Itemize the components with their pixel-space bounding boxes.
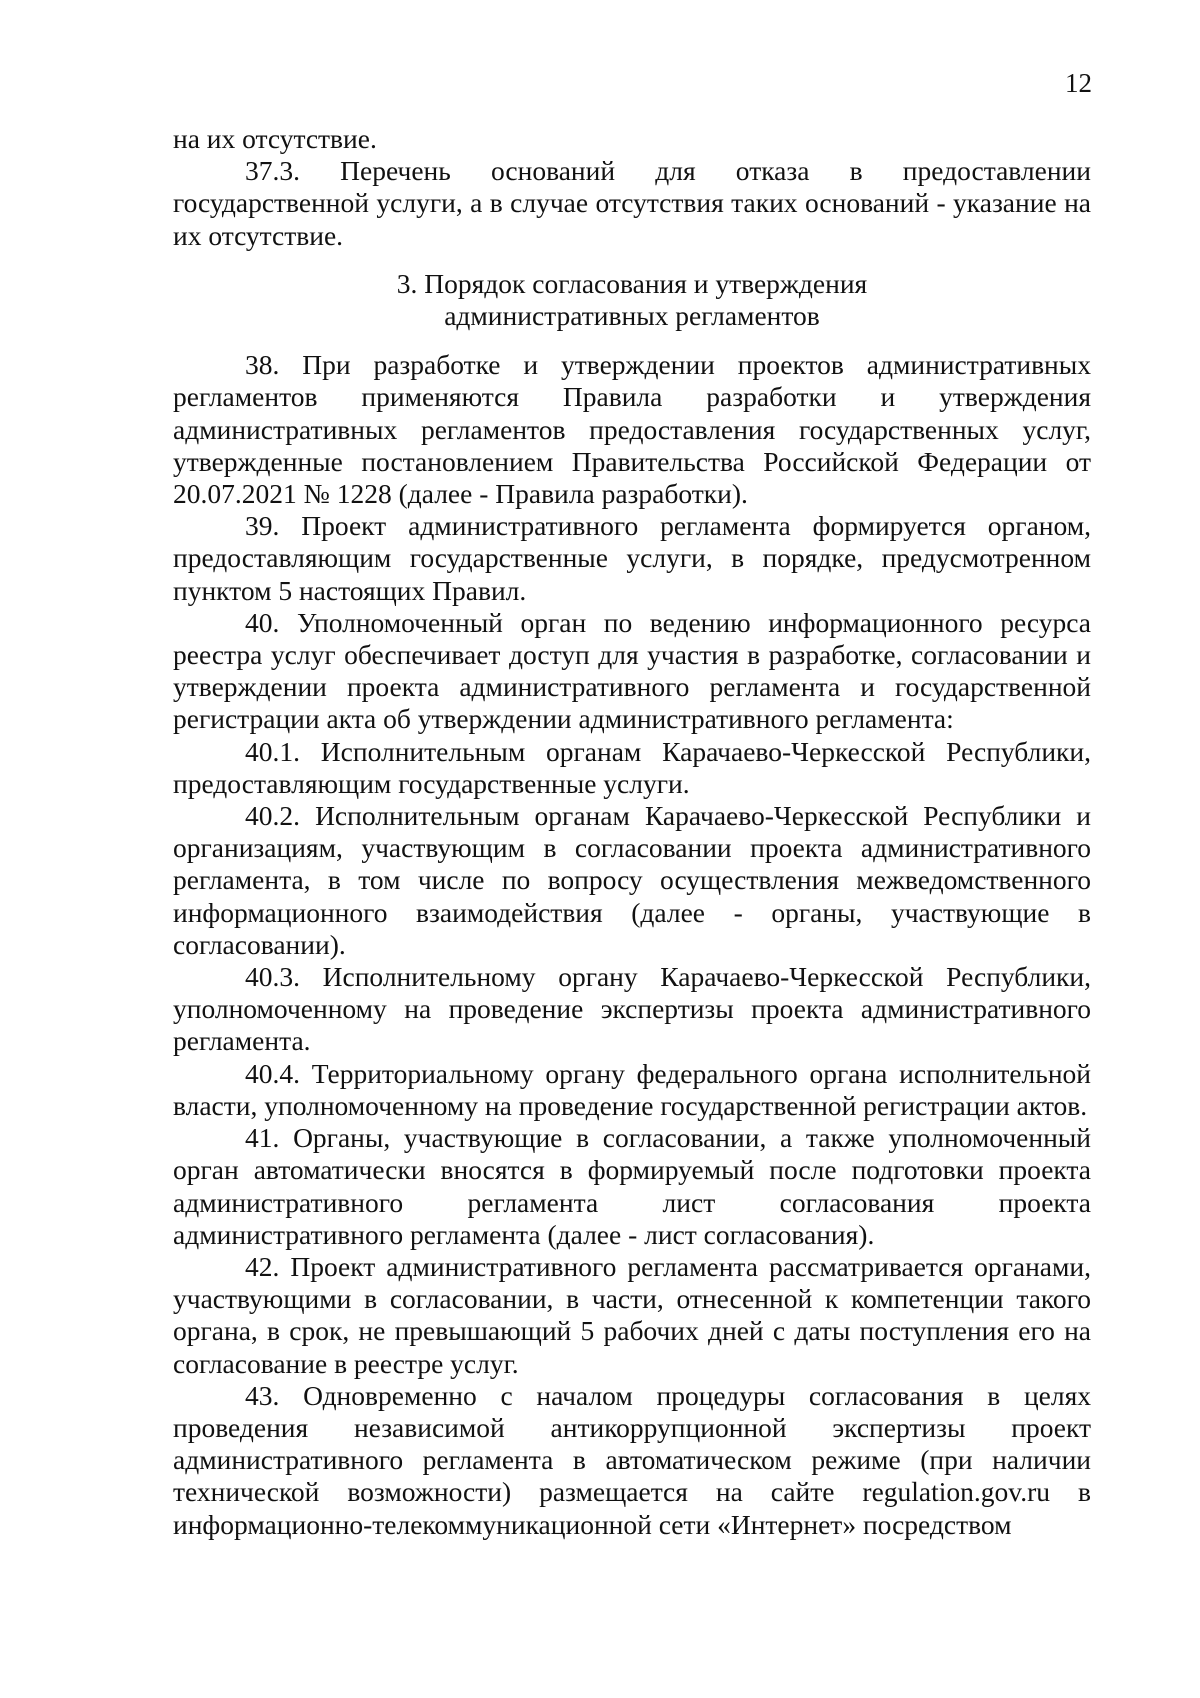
- paragraph-39: 39. Проект административного регламента формируется органом, предоставляющим государственные услуги, в порядке, предусмотренном пунктом 5 настоящих Правил.: [173, 510, 1091, 606]
- paragraph-40-3: 40.3. Исполнительному органу Карачаево-Черкесской Республики, уполномоченному на проведение экспертизы проекта административного регламента.: [173, 961, 1091, 1057]
- paragraph-40-2: 40.2. Исполнительным органам Карачаево-Черкесской Республики и организациям, участвующим в согласовании проекта административного регламента, в том числе по вопросу осуществления межведомственного информационного взаимодействия (далее - органы, участвующие в согласовании).: [173, 800, 1091, 960]
- paragraph-42: 42. Проект административного регламента рассматривается органами, участвующими в согласовании, в части, отнесенной к компетенции такого органа, в срок, не превышающий 5 рабочих дней с даты поступления его на согласование в реестре услуг.: [173, 1250, 1091, 1379]
- paragraph-40-4: 40.4. Территориальному органу федерального органа исполнительной власти, уполномоченному на проведение государственной регистрации актов.: [173, 1057, 1091, 1121]
- paragraph-40-1: 40.1. Исполнительным органам Карачаево-Черкесской Республики, предоставляющим государственные услуги.: [173, 735, 1091, 799]
- page-number: 12: [1065, 68, 1092, 98]
- paragraph-38: 38. При разработке и утверждении проектов административных регламентов применяются Правила разработки и утверждения административных регламентов предоставления государственных услуг, утвержденные постановлением Правительства Российской Федерации от 20.07.2021 № 1228 (далее - Правила разработки).: [173, 349, 1091, 510]
- section-heading-line-1: 3. Порядок согласования и утверждения: [396, 267, 868, 299]
- paragraph-37-3: 37.3. Перечень оснований для отказа в предоставлении государственной услуги, а в случае отсутствия таких оснований - указание на их отсутствие.: [173, 155, 1091, 251]
- section-heading-line-2: административных регламентов: [444, 300, 820, 332]
- section-heading: [173, 268, 1091, 332]
- document-body: [173, 123, 1091, 1541]
- paragraph-41: 41. Органы, участвующие в согласовании, а также уполномоченный орган автоматически вносятся в формируемый после подготовки проекта административного регламента лист согласования проекта административного регламента (далее - лист согласования).: [173, 1122, 1091, 1250]
- paragraph-43: 43. Одновременно с началом процедуры согласования в целях проведения независимой антикоррупционной экспертизы проект административного регламента в автоматическом режиме (при наличии технической возможности) размещается на сайте regulation.gov.ru в информационно-телекоммуникационной сети «Интернет» посредством: [173, 1379, 1091, 1540]
- paragraph-40: 40. Уполномоченный орган по ведению информационного ресурса реестра услуг обеспечивает доступ для участия в разработке, согласовании и утверждении проекта административного регламента и государственной регистрации акта об утверждении административного регламента:: [173, 606, 1091, 735]
- paragraph-continuation: на их отсутствие.: [173, 123, 377, 154]
